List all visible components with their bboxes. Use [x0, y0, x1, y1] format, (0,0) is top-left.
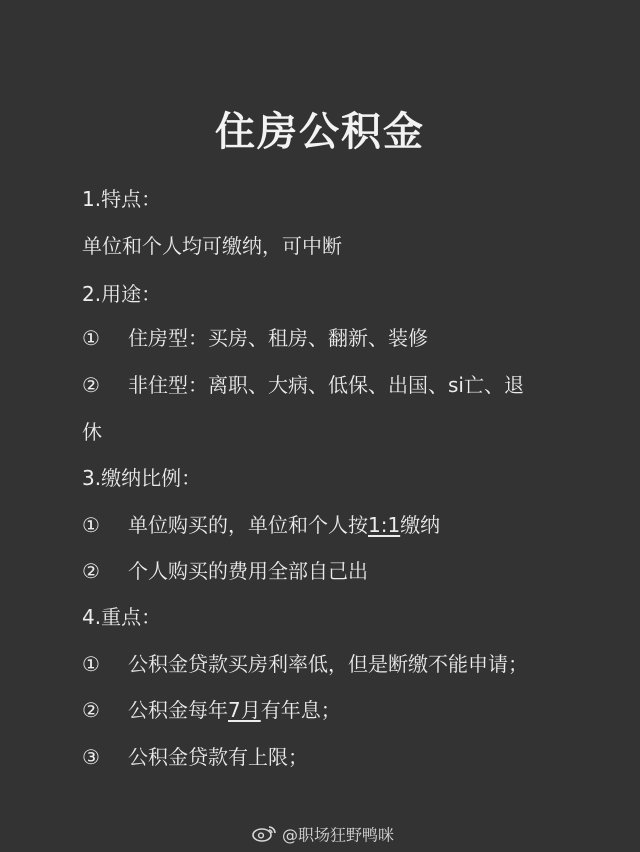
- list-marker: ①: [82, 326, 100, 350]
- weibo-logo-icon: [252, 824, 278, 848]
- section-heading-ratio: 3.缴纳比例：: [82, 466, 202, 490]
- list-item-continuation: 休: [82, 420, 102, 444]
- section-heading-uses: 2.用途：: [82, 282, 162, 306]
- list-marker: ③: [82, 745, 100, 769]
- list-marker: ②: [82, 373, 100, 397]
- list-marker: ②: [82, 698, 100, 722]
- list-item: [82, 512, 440, 538]
- list-item-text: 个人购买的费用全部自己出: [128, 559, 368, 583]
- list-marker: ②: [82, 559, 100, 583]
- section-heading-key-points: 4.重点：: [82, 605, 162, 629]
- list-marker: ①: [82, 513, 100, 537]
- watermark: [252, 824, 394, 848]
- section-heading-features: 1.特点：: [82, 187, 162, 211]
- list-marker: ①: [82, 652, 100, 676]
- list-item: [82, 744, 308, 770]
- list-item: [82, 558, 368, 584]
- list-item-text: 非住型：离职、大病、低保、出国、si亡、退: [128, 373, 524, 397]
- list-item-text: 公积金贷款有上限；: [128, 745, 308, 769]
- list-item: [82, 325, 428, 351]
- list-item-text-after: 有年息；: [260, 698, 341, 722]
- list-item: [82, 651, 528, 677]
- ratio-underlined: 1:1: [368, 513, 401, 537]
- list-item-text: 单位购买的，单位和个人按: [128, 513, 368, 537]
- list-item-text-after: 缴纳: [400, 513, 441, 537]
- page-title: 住房公积金: [215, 109, 425, 155]
- list-item: [82, 697, 341, 723]
- list-item: [82, 372, 524, 398]
- month-underlined: 7月: [228, 698, 261, 722]
- list-item-text: 公积金每年: [128, 698, 228, 722]
- list-item-text: 住房型：买房、租房、翻新、装修: [128, 326, 428, 350]
- features-text: 单位和个人均可缴纳，可中断: [82, 234, 342, 258]
- list-item-text: 公积金贷款买房利率低，但是断缴不能申请；: [128, 652, 528, 676]
- watermark-text: @职场狂野鸭咪: [282, 825, 395, 845]
